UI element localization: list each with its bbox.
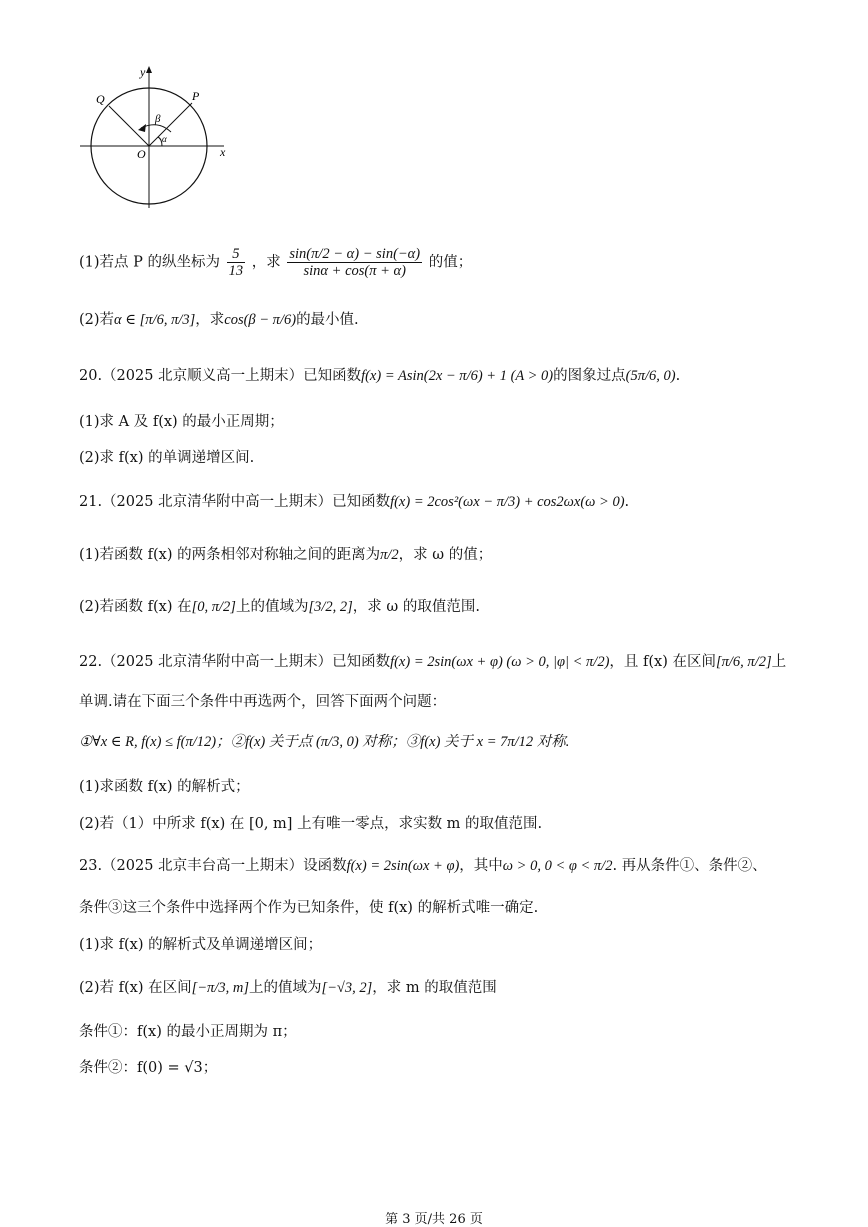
q22-stem: 22.（2025 北京清华附中高一上期末）已知函数f(x) = 2sin(ωx + φ) (ω > 0, |φ| < π/2)，且 f(x) 在区间[π/6, π/2]上	[79, 654, 787, 670]
label-beta: β	[155, 113, 161, 125]
q22-part1: (1)求函数 f(x) 的解析式；	[79, 779, 250, 795]
q23-stem: 23.（2025 北京丰台高一上期末）设函数f(x) = 2sin(ωx + φ)，其中ω > 0, 0 < φ < π/2. 再从条件①、条件②、	[79, 858, 767, 874]
trig-expression-fraction: $\frac{\sin(\pi/2 - \alpha) - \sin(-\alpha)}{\sin\alpha + \cos(\pi + \alpha)}$	[289, 246, 421, 279]
label-x: x	[220, 145, 226, 159]
q23-stem-line2: 条件③这三个条件中选择两个作为已知条件，使 f(x) 的解析式唯一确定.	[79, 900, 539, 916]
q22-conditions: ①∀x ∈ R, f(x) ≤ f(π/12)；②f(x) 关于点 (π/3, 0) 对称；③f(x) 关于 x = 7π/12 对称.	[79, 734, 570, 750]
q19-part1: (1)若点 P 的纵坐标为 $\frac{5}{13}$ ，求 $\frac{\sin(\pi/2 - \alpha) - \sin(-\alpha)}{\sin\alpha + \cos(\pi + \alpha)}$ 的值；	[79, 246, 473, 279]
q23-part1: (1)求 f(x) 的解析式及单调递增区间；	[79, 937, 323, 953]
q21-stem: 21.（2025 北京清华附中高一上期末）已知函数f(x) = 2cos²(ωx − π/3) + cos2ωx(ω > 0).	[79, 494, 630, 510]
ray-oq	[109, 106, 149, 146]
q22-stem-line2: 单调.请在下面三个条件中再选两个，回答下面两个问题：	[79, 694, 447, 710]
fraction-5-13: $\frac{5}{13}$	[228, 246, 244, 279]
q20-part1: (1)求 A 及 f(x) 的最小正周期；	[79, 414, 284, 430]
page-footer: 第 3 页/共 26 页	[385, 1212, 483, 1227]
q21-part1: (1)若函数 f(x) 的两条相邻对称轴之间的距离为π/2，求 ω 的值；	[79, 547, 493, 563]
q23-condition1: 条件①：f(x) 的最小正周期为 π；	[79, 1024, 297, 1040]
label-q: Q	[96, 92, 105, 106]
label-p: P	[192, 89, 200, 103]
beta-arrow	[138, 124, 146, 132]
label-o: O	[137, 147, 146, 161]
q19-part2: (2)若α ∈ [π/6, π/3]，求cos(β − π/6)的最小值.	[79, 312, 359, 328]
q21-part2: (2)若函数 f(x) 在[0, π/2]上的值域为[3/2, 2]，求 ω 的取值范围.	[79, 599, 480, 615]
q23-condition2: 条件②：f(0) = √3；	[79, 1060, 218, 1076]
label-y: y	[140, 65, 146, 79]
y-axis-arrow	[146, 66, 152, 73]
q23-part2: (2)若 f(x) 在区间[−π/3, m]上的值域为[−√3, 2]，求 m 的取值范围	[79, 980, 497, 996]
q20-stem: 20.（2025 北京顺义高一上期末）已知函数f(x) = Asin(2x − π/6) + 1 (A > 0)的图象过点(5π/6, 0).	[79, 368, 681, 384]
label-alpha: α	[162, 134, 167, 144]
q22-part2: (2)若（1）中所求 f(x) 在 [0, m] 上有唯一零点，求实数 m 的取值范围.	[79, 816, 543, 832]
q20-part2: (2)求 f(x) 的单调递增区间.	[79, 450, 255, 466]
unit-circle-figure	[76, 62, 236, 210]
